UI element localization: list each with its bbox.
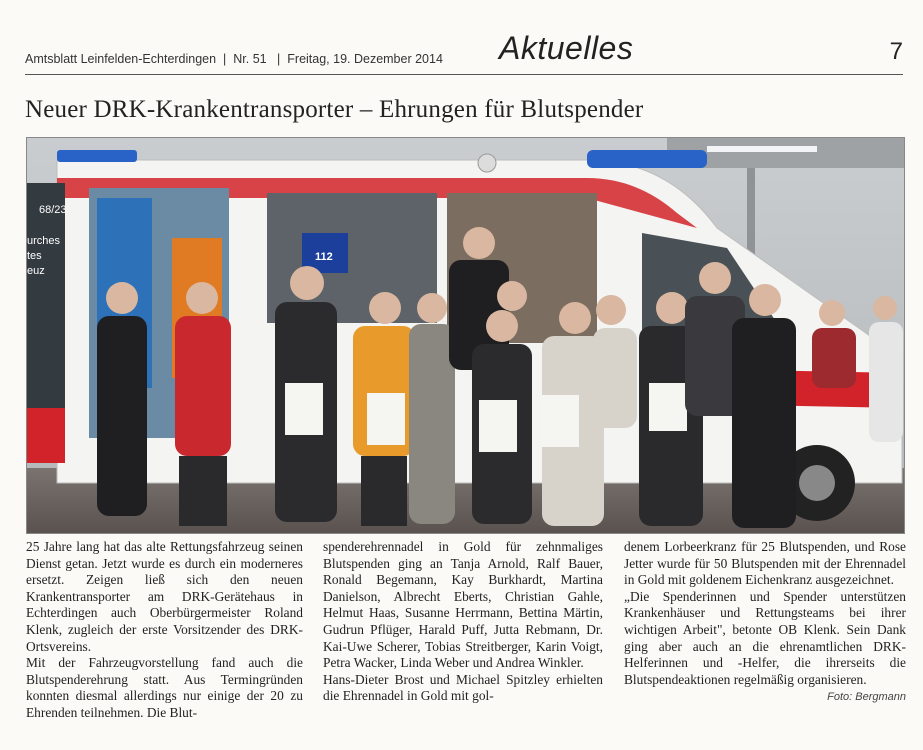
ceiling-light — [707, 146, 817, 152]
emergency-number: 112 — [315, 251, 333, 263]
paragraph: Hans-Dieter Brost und Michael Spitzley erhielten die Ehrennadel in Gold mit gol- — [323, 671, 603, 704]
certificate — [285, 383, 323, 435]
paragraph: 25 Jahre lang hat das alte Rettungsfahrzeug seinen Dienst getan. Jetzt wurde es durch ein moderneres ersetzt. Zeigen ließ sich den neuen Krankentransporter am DRK-Gerätehaus in Echterdingen auch Oberbürgermeister Roland Klenk, zugleich der erste Vorsitzender des DRK-Ortsvereins. — [26, 539, 303, 654]
certificate — [479, 400, 517, 452]
person — [353, 292, 415, 526]
door-text: urches — [27, 235, 61, 247]
publication-name: Amtsblatt Leinfelden-Echterdingen — [25, 52, 217, 66]
page-number: 7 — [889, 38, 903, 65]
paragraph: denem Lorbeerkranz für 25 Blutspenden, und Rose Jetter wurde für 50 Blutspenden mit der Ehrennadel in Gold mit goldenem Eichenkranz ausgezeichnet. — [624, 539, 906, 588]
person — [732, 284, 796, 528]
certificate — [367, 393, 405, 445]
certificate — [541, 395, 579, 447]
meta-separator: | — [219, 52, 230, 66]
person — [175, 282, 231, 526]
paragraph-text: „Die Spenderinnen und Spender unterstützen Krankenhäuser und Rettungsteams bei ihrer wichtigen Arbeit", betonte OB Klenk. Sein Dank ging aber auch an die ehrenamtlichen DRK-Helferinnen und -Helfer, die ihrerseits die Blutspendeaktionen regelmäßig organisieren. — [624, 588, 906, 687]
header-divider — [25, 74, 903, 75]
photo-credit: Foto: Bergmann — [827, 691, 906, 704]
person — [97, 282, 147, 516]
article-headline: Neuer DRK-Krankentransporter – Ehrungen für Blutspender — [25, 96, 644, 123]
publication-meta — [25, 52, 443, 66]
paragraph: Mit der Fahrzeugvorstellung fand auch die Blutspenderehrung statt. Aus Termingründen konnten diesmal allerdings nur einige der 20 zu Ehrenden teilnehmen. Die Blut- — [26, 655, 303, 720]
page-header — [25, 30, 903, 76]
article-column-1 — [26, 539, 303, 722]
meta-separator: | — [270, 52, 284, 66]
person — [275, 266, 337, 522]
section-title: Aktuelles — [499, 30, 634, 66]
article-photo — [26, 137, 905, 534]
blue-beacon-left — [57, 150, 137, 162]
paragraph — [624, 588, 906, 704]
blue-beacon-right — [587, 150, 707, 168]
person — [409, 293, 455, 524]
vehicle-number: 68/23 — [39, 204, 67, 216]
certificate — [649, 383, 687, 431]
article-column-2 — [323, 539, 603, 705]
issue-number: Nr. 51 — [233, 52, 267, 66]
door-text: tes — [27, 250, 42, 262]
door-text: euz — [27, 265, 45, 277]
article-column-3 — [624, 539, 906, 706]
person — [497, 281, 527, 311]
issue-date: Freitag, 19. Dezember 2014 — [287, 52, 443, 66]
photo-illustration — [27, 138, 904, 533]
paragraph: spenderehrennadel in Gold für zehnmaliges Blutspenden ging an Tanja Arnold, Ralf Bauer, Ronald Begemann, Kay Burkhardt, Martina Danielson, Albrecht Eberts, Christian Gahle, Helmut Haas, Susanne Herrmann, Bettina Märtin, Gudrun Pflüger, Harald Puff, Jutta Rebmann, Dr. Kai-Uwe Scherer, Tobias Streitberger, Karin Voigt, Petra Wacker, Linda Weber und Andrea Winkler. — [323, 539, 603, 671]
